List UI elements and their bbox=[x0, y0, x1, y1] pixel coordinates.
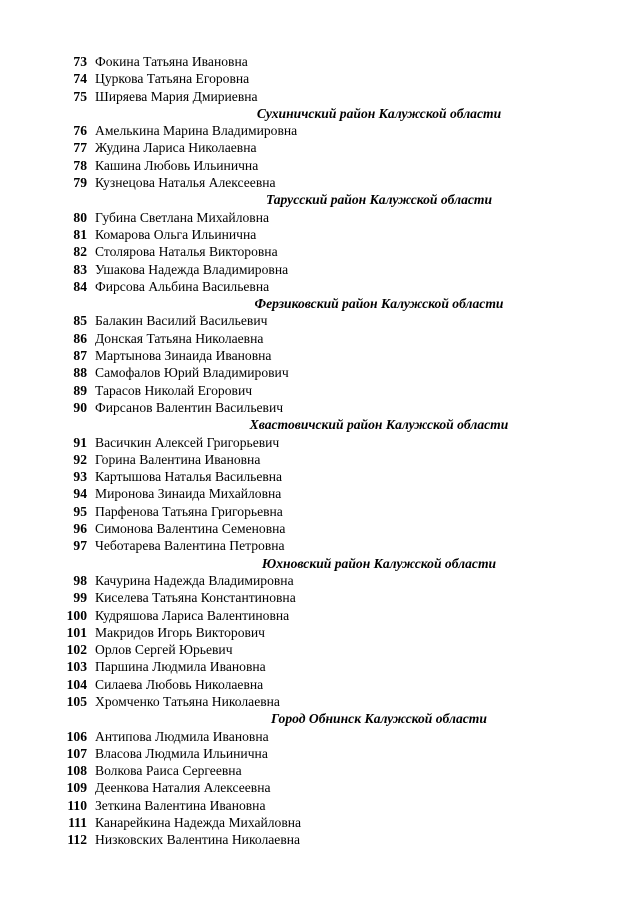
list-item bbox=[63, 607, 583, 624]
person-name: Силаева Любовь Николаевна bbox=[95, 676, 264, 692]
person-name: Мартынова Зинаида Ивановна bbox=[95, 348, 272, 364]
person-name: Амелькина Марина Владимировна bbox=[95, 123, 298, 139]
list-item bbox=[63, 278, 583, 295]
section-heading: Сухиничский район Калужской области bbox=[256, 105, 502, 121]
person-name: Самофалов Юрий Владимирович bbox=[95, 365, 289, 381]
list-item bbox=[63, 70, 583, 87]
list-item bbox=[63, 537, 583, 554]
list-item bbox=[63, 658, 583, 675]
item-number: 105 bbox=[66, 693, 87, 709]
item-number: 75 bbox=[73, 88, 87, 104]
list-item bbox=[63, 745, 583, 762]
list-item bbox=[63, 468, 583, 485]
item-number: 103 bbox=[66, 659, 87, 675]
item-number: 88 bbox=[73, 365, 87, 381]
person-name: Васичкин Алексей Григорьевич bbox=[95, 434, 280, 450]
list-item bbox=[63, 572, 583, 589]
item-number: 108 bbox=[66, 763, 87, 779]
person-name: Ушакова Надежда Владимировна bbox=[95, 261, 289, 277]
person-name: Ширяева Мария Дмириевна bbox=[95, 88, 258, 104]
list-item bbox=[63, 831, 583, 848]
list-item bbox=[63, 676, 583, 693]
list-item bbox=[63, 53, 583, 70]
item-number: 81 bbox=[73, 226, 87, 242]
item-number: 90 bbox=[73, 399, 87, 415]
list-item bbox=[63, 88, 583, 105]
item-number: 73 bbox=[73, 54, 87, 69]
person-name: Кузнецова Наталья Алексеевна bbox=[95, 175, 276, 191]
person-name: Антипова Людмила Ивановна bbox=[95, 728, 269, 744]
person-name: Низковских Валентина Николаевна bbox=[95, 832, 301, 848]
person-name: Волкова Раиса Сергеевна bbox=[95, 763, 242, 779]
item-number: 82 bbox=[73, 244, 87, 260]
list-item bbox=[63, 364, 583, 381]
item-number: 106 bbox=[66, 728, 87, 744]
person-name: Фирсова Альбина Васильевна bbox=[95, 278, 270, 294]
list-item bbox=[63, 382, 583, 399]
list-item bbox=[63, 503, 583, 520]
list-item bbox=[63, 779, 583, 796]
list-item bbox=[63, 641, 583, 658]
section-heading: Хвастовичский район Калужской области bbox=[249, 417, 509, 433]
item-number: 109 bbox=[66, 780, 87, 796]
section-heading: Юхновский район Калужской области bbox=[261, 555, 497, 571]
list-item bbox=[63, 589, 583, 606]
section-heading: Ферзиковский район Калужской области bbox=[254, 296, 504, 312]
section-heading: Тарусский район Калужской области bbox=[265, 192, 493, 208]
list-item bbox=[63, 728, 583, 745]
person-name: Кашина Любовь Ильинична bbox=[95, 157, 259, 173]
person-name: Донская Татьяна Николаевна bbox=[95, 330, 264, 346]
item-number: 76 bbox=[73, 123, 87, 139]
item-number: 96 bbox=[73, 521, 87, 537]
item-number: 111 bbox=[68, 815, 87, 831]
item-number: 100 bbox=[66, 607, 87, 623]
person-name: Цуркова Татьяна Егоровна bbox=[95, 71, 250, 87]
list-item bbox=[63, 347, 583, 364]
item-number: 92 bbox=[73, 451, 87, 467]
item-number: 74 bbox=[73, 71, 87, 87]
person-name: Горина Валентина Ивановна bbox=[95, 451, 261, 467]
list-item bbox=[63, 485, 583, 502]
person-name: Чеботарева Валентина Петровна bbox=[95, 538, 285, 554]
person-name: Симонова Валентина Семеновна bbox=[95, 521, 286, 537]
item-number: 91 bbox=[73, 434, 87, 450]
item-number: 97 bbox=[73, 538, 87, 554]
list-item bbox=[63, 261, 583, 278]
item-number: 112 bbox=[67, 832, 87, 848]
list-item bbox=[63, 330, 583, 347]
item-number: 89 bbox=[73, 382, 87, 398]
item-number: 107 bbox=[66, 745, 87, 761]
item-number: 83 bbox=[73, 261, 87, 277]
person-name: Хромченко Татьяна Николаевна bbox=[95, 693, 280, 709]
person-name: Деенкова Наталия Алексеевна bbox=[95, 780, 271, 796]
list-item bbox=[63, 209, 583, 226]
list-item bbox=[63, 693, 583, 710]
person-name: Картышова Наталья Васильевна bbox=[95, 469, 283, 485]
list-item bbox=[63, 797, 583, 814]
list-item bbox=[63, 520, 583, 537]
list-item bbox=[63, 399, 583, 416]
item-number: 94 bbox=[73, 486, 87, 502]
person-name: Комарова Ольга Ильинична bbox=[95, 226, 257, 242]
person-name: Киселева Татьяна Константиновна bbox=[95, 590, 296, 606]
person-name: Жудина Лариса Николаевна bbox=[95, 140, 257, 156]
person-name: Тарасов Николай Егорович bbox=[95, 382, 253, 398]
person-name: Канарейкина Надежда Михайловна bbox=[95, 815, 302, 831]
list-item bbox=[63, 174, 583, 191]
item-number: 87 bbox=[73, 348, 87, 364]
list-item bbox=[63, 624, 583, 641]
person-name: Паршина Людмила Ивановна bbox=[95, 659, 266, 675]
item-number: 85 bbox=[73, 313, 87, 329]
item-number: 78 bbox=[73, 157, 87, 173]
list-item bbox=[63, 122, 583, 139]
person-name: Парфенова Татьяна Григорьевна bbox=[95, 503, 283, 519]
person-name: Власова Людмила Ильинична bbox=[95, 745, 268, 761]
person-name: Фирсанов Валентин Васильевич bbox=[95, 399, 284, 415]
item-number: 80 bbox=[73, 209, 87, 225]
item-number: 98 bbox=[73, 572, 87, 588]
person-name: Миронова Зинаида Михайловна bbox=[95, 486, 282, 502]
list-item bbox=[63, 157, 583, 174]
list-item bbox=[63, 434, 583, 451]
person-name: Качурина Надежда Владимировна bbox=[95, 572, 294, 588]
item-number: 102 bbox=[66, 642, 87, 658]
person-name: Макридов Игорь Викторович bbox=[95, 624, 266, 640]
list-item bbox=[63, 451, 583, 468]
item-number: 99 bbox=[73, 590, 87, 606]
name-list bbox=[63, 53, 583, 849]
person-name: Губина Светлана Михайловна bbox=[95, 209, 270, 225]
item-number: 95 bbox=[73, 503, 87, 519]
list-item bbox=[63, 226, 583, 243]
item-number: 77 bbox=[73, 140, 87, 156]
list-item bbox=[63, 762, 583, 779]
item-number: 84 bbox=[73, 278, 87, 294]
item-number: 110 bbox=[67, 797, 87, 813]
item-number: 93 bbox=[73, 469, 87, 485]
item-number: 79 bbox=[73, 175, 87, 191]
person-name: Балакин Василий Васильевич bbox=[95, 313, 268, 329]
list-item bbox=[63, 312, 583, 329]
list-item bbox=[63, 814, 583, 831]
person-name: Столярова Наталья Викторовна bbox=[95, 244, 278, 260]
list-item bbox=[63, 139, 583, 156]
item-number: 101 bbox=[66, 624, 87, 640]
section-heading: Город Обнинск Калужской области bbox=[271, 711, 487, 727]
item-number: 86 bbox=[73, 330, 87, 346]
person-name: Зеткина Валентина Ивановна bbox=[95, 797, 266, 813]
person-name: Кудряшова Лариса Валентиновна bbox=[95, 607, 290, 623]
person-name: Фокина Татьяна Ивановна bbox=[95, 54, 248, 69]
person-name: Орлов Сергей Юрьевич bbox=[95, 642, 233, 658]
list-item bbox=[63, 243, 583, 260]
item-number: 104 bbox=[66, 676, 87, 692]
